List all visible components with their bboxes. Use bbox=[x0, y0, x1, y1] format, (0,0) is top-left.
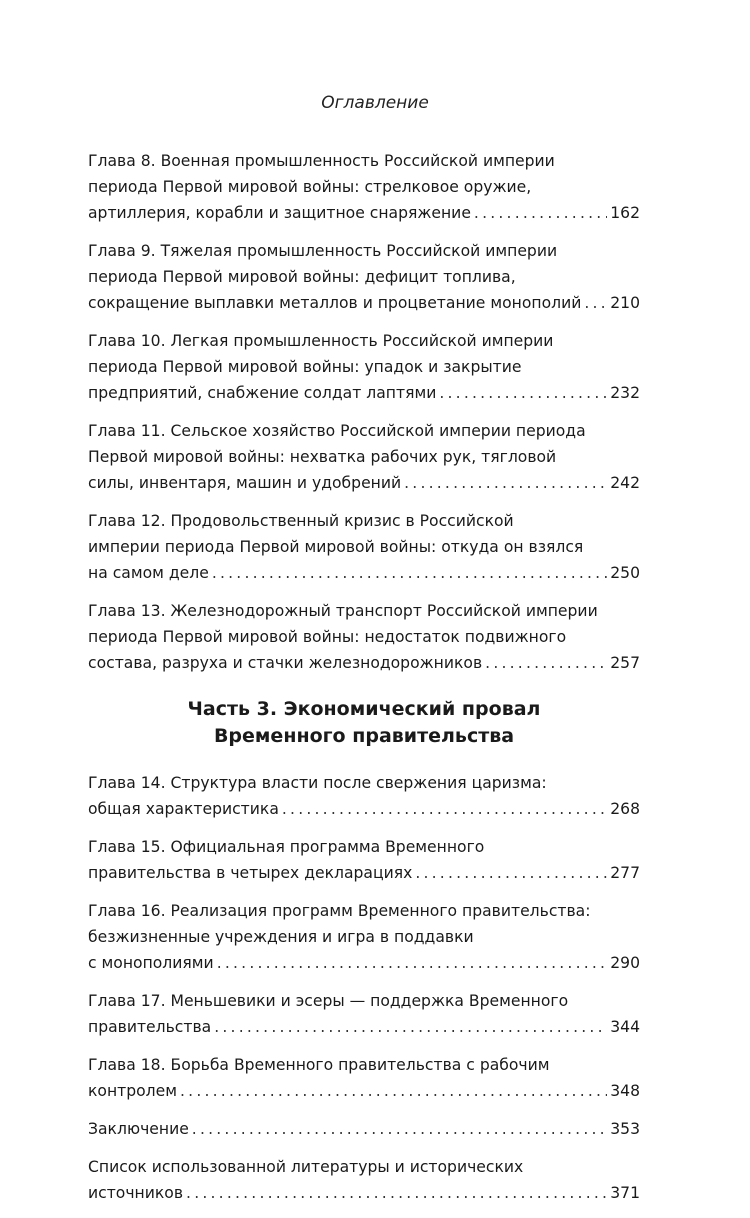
toc-entry-final-line bbox=[88, 1116, 640, 1142]
toc-entry-final-line bbox=[88, 860, 640, 886]
page-number: 344 bbox=[610, 1018, 640, 1036]
toc-entry-title-line: империи периода Первой мировой войны: откуда он взялся bbox=[88, 538, 584, 556]
toc-entry-title-line: Глава 17. Меньшевики и эсеры — поддержка Временного bbox=[88, 992, 569, 1010]
toc-entry-final-line bbox=[88, 1180, 640, 1206]
dot-leader bbox=[584, 290, 607, 316]
toc-entry-title-line: силы, инвентаря, машин и удобрений bbox=[88, 474, 402, 492]
page-number: 290 bbox=[610, 954, 640, 972]
toc-entry-title-line: правительства в четырех декларациях bbox=[88, 864, 413, 882]
toc-entry-title-line: состава, разруха и стачки железнодорожников bbox=[88, 654, 483, 672]
toc-entry-title-line: Глава 14. Структура власти после свержения царизма: bbox=[88, 774, 547, 792]
toc-entry-final-line bbox=[88, 1014, 640, 1040]
dot-leader bbox=[474, 200, 607, 226]
dot-leader bbox=[214, 1014, 607, 1040]
toc-entry-final-line bbox=[88, 950, 640, 976]
toc-entry-title-line: с монополиями bbox=[88, 954, 214, 972]
toc-entry-title-line: Глава 9. Тяжелая промышленность Российской империи bbox=[88, 242, 558, 260]
page-number: 268 bbox=[610, 800, 640, 818]
page-number: 348 bbox=[610, 1082, 640, 1100]
toc-entry[interactable] bbox=[88, 988, 640, 1040]
toc-entry[interactable] bbox=[88, 328, 640, 406]
toc-entry-title-line: Список использованной литературы и исторических bbox=[88, 1158, 524, 1176]
page-number: 242 bbox=[610, 474, 640, 492]
toc-entry[interactable] bbox=[88, 508, 640, 586]
toc-entry-title-line: безжизненные учреждения и игра в поддавки bbox=[88, 928, 474, 946]
page-number: 250 bbox=[610, 564, 640, 582]
toc-entry-title-line: сокращение выплавки металлов и процветание монополий bbox=[88, 294, 582, 312]
toc-entry-title-line: периода Первой мировой войны: недостаток подвижного bbox=[88, 628, 567, 646]
toc-entry-final-line bbox=[88, 290, 640, 316]
toc-entry-title-line: Глава 15. Официальная программа Временного bbox=[88, 838, 485, 856]
dot-leader bbox=[186, 1180, 607, 1206]
part-3-title-line-1: Часть 3. Экономический провал bbox=[187, 698, 541, 720]
page-number: 210 bbox=[610, 294, 640, 312]
toc-entry[interactable] bbox=[88, 898, 640, 976]
toc-entry-final-line bbox=[88, 470, 640, 496]
dot-leader bbox=[217, 950, 608, 976]
toc-entry[interactable] bbox=[88, 1154, 640, 1206]
toc-entry-title-line: правительства bbox=[88, 1018, 212, 1036]
page-number: 277 bbox=[610, 864, 640, 882]
toc-entry[interactable] bbox=[88, 148, 640, 226]
toc-entry-title-line: общая характеристика bbox=[88, 800, 279, 818]
part-3-title-line-2: Временного правительства bbox=[213, 725, 515, 747]
toc-section-part-2 bbox=[88, 148, 640, 676]
running-head: Оглавление bbox=[321, 93, 429, 113]
toc-entry-final-line bbox=[88, 200, 640, 226]
toc-entry[interactable] bbox=[88, 1052, 640, 1104]
toc-entry-title-line: Первой мировой войны: нехватка рабочих рук, тягловой bbox=[88, 448, 557, 466]
toc-entry-final-line bbox=[88, 560, 640, 586]
toc-entry-title-line: периода Первой мировой войны: упадок и закрытие bbox=[88, 358, 522, 376]
dot-leader bbox=[415, 860, 607, 886]
toc-entry-final-line bbox=[88, 650, 640, 676]
toc-entry-title-line: Глава 13. Железнодорожный транспорт Российской империи bbox=[88, 602, 598, 620]
toc-entry-final-line bbox=[88, 380, 640, 406]
dot-leader bbox=[212, 560, 607, 586]
toc-entry-title-line: Глава 10. Легкая промышленность Российской империи bbox=[88, 332, 554, 350]
dot-leader bbox=[192, 1116, 607, 1142]
part-3-heading bbox=[88, 696, 640, 750]
toc-entry[interactable] bbox=[88, 238, 640, 316]
dot-leader bbox=[439, 380, 607, 406]
toc-entry-final-line bbox=[88, 1078, 640, 1104]
toc-entry-title-line: источников bbox=[88, 1184, 184, 1202]
dot-leader bbox=[404, 470, 607, 496]
toc-entry-title-line: Глава 18. Борьба Временного правительства с рабочим bbox=[88, 1056, 550, 1074]
toc-entry-title-line: на самом деле bbox=[88, 564, 209, 582]
toc-entry-title-line: предприятий, снабжение солдат лаптями bbox=[88, 384, 437, 402]
toc-entry[interactable] bbox=[88, 598, 640, 676]
table-of-contents bbox=[88, 148, 640, 1218]
toc-entry[interactable] bbox=[88, 770, 640, 822]
toc-entry[interactable] bbox=[88, 1116, 640, 1142]
toc-entry-title-line: периода Первой мировой войны: стрелковое оружие, bbox=[88, 178, 532, 196]
toc-entry[interactable] bbox=[88, 834, 640, 886]
toc-entry-title-line: Заключение bbox=[88, 1120, 189, 1138]
toc-entry-title-line: артиллерия, корабли и защитное снаряжение bbox=[88, 204, 471, 222]
dot-leader bbox=[282, 796, 607, 822]
dot-leader bbox=[180, 1078, 607, 1104]
toc-entry-title-line: Глава 8. Военная промышленность Российской империи bbox=[88, 152, 555, 170]
page-number: 162 bbox=[610, 204, 640, 222]
page-number: 257 bbox=[610, 654, 640, 672]
page-number: 353 bbox=[610, 1120, 640, 1138]
toc-entry[interactable] bbox=[88, 418, 640, 496]
toc-entry-title-line: Глава 12. Продовольственный кризис в Российской bbox=[88, 512, 514, 530]
toc-entry-final-line bbox=[88, 796, 640, 822]
toc-entry-title-line: контролем bbox=[88, 1082, 178, 1100]
page-number: 232 bbox=[610, 384, 640, 402]
dot-leader bbox=[485, 650, 607, 676]
toc-entry-title-line: периода Первой мировой войны: дефицит топлива, bbox=[88, 268, 516, 286]
toc-entry-title-line: Глава 11. Сельское хозяйство Российской империи периода bbox=[88, 422, 586, 440]
toc-entry-title-line: Глава 16. Реализация программ Временного правительства: bbox=[88, 902, 591, 920]
page-number: 371 bbox=[610, 1184, 640, 1202]
toc-section-part-3 bbox=[88, 770, 640, 1206]
